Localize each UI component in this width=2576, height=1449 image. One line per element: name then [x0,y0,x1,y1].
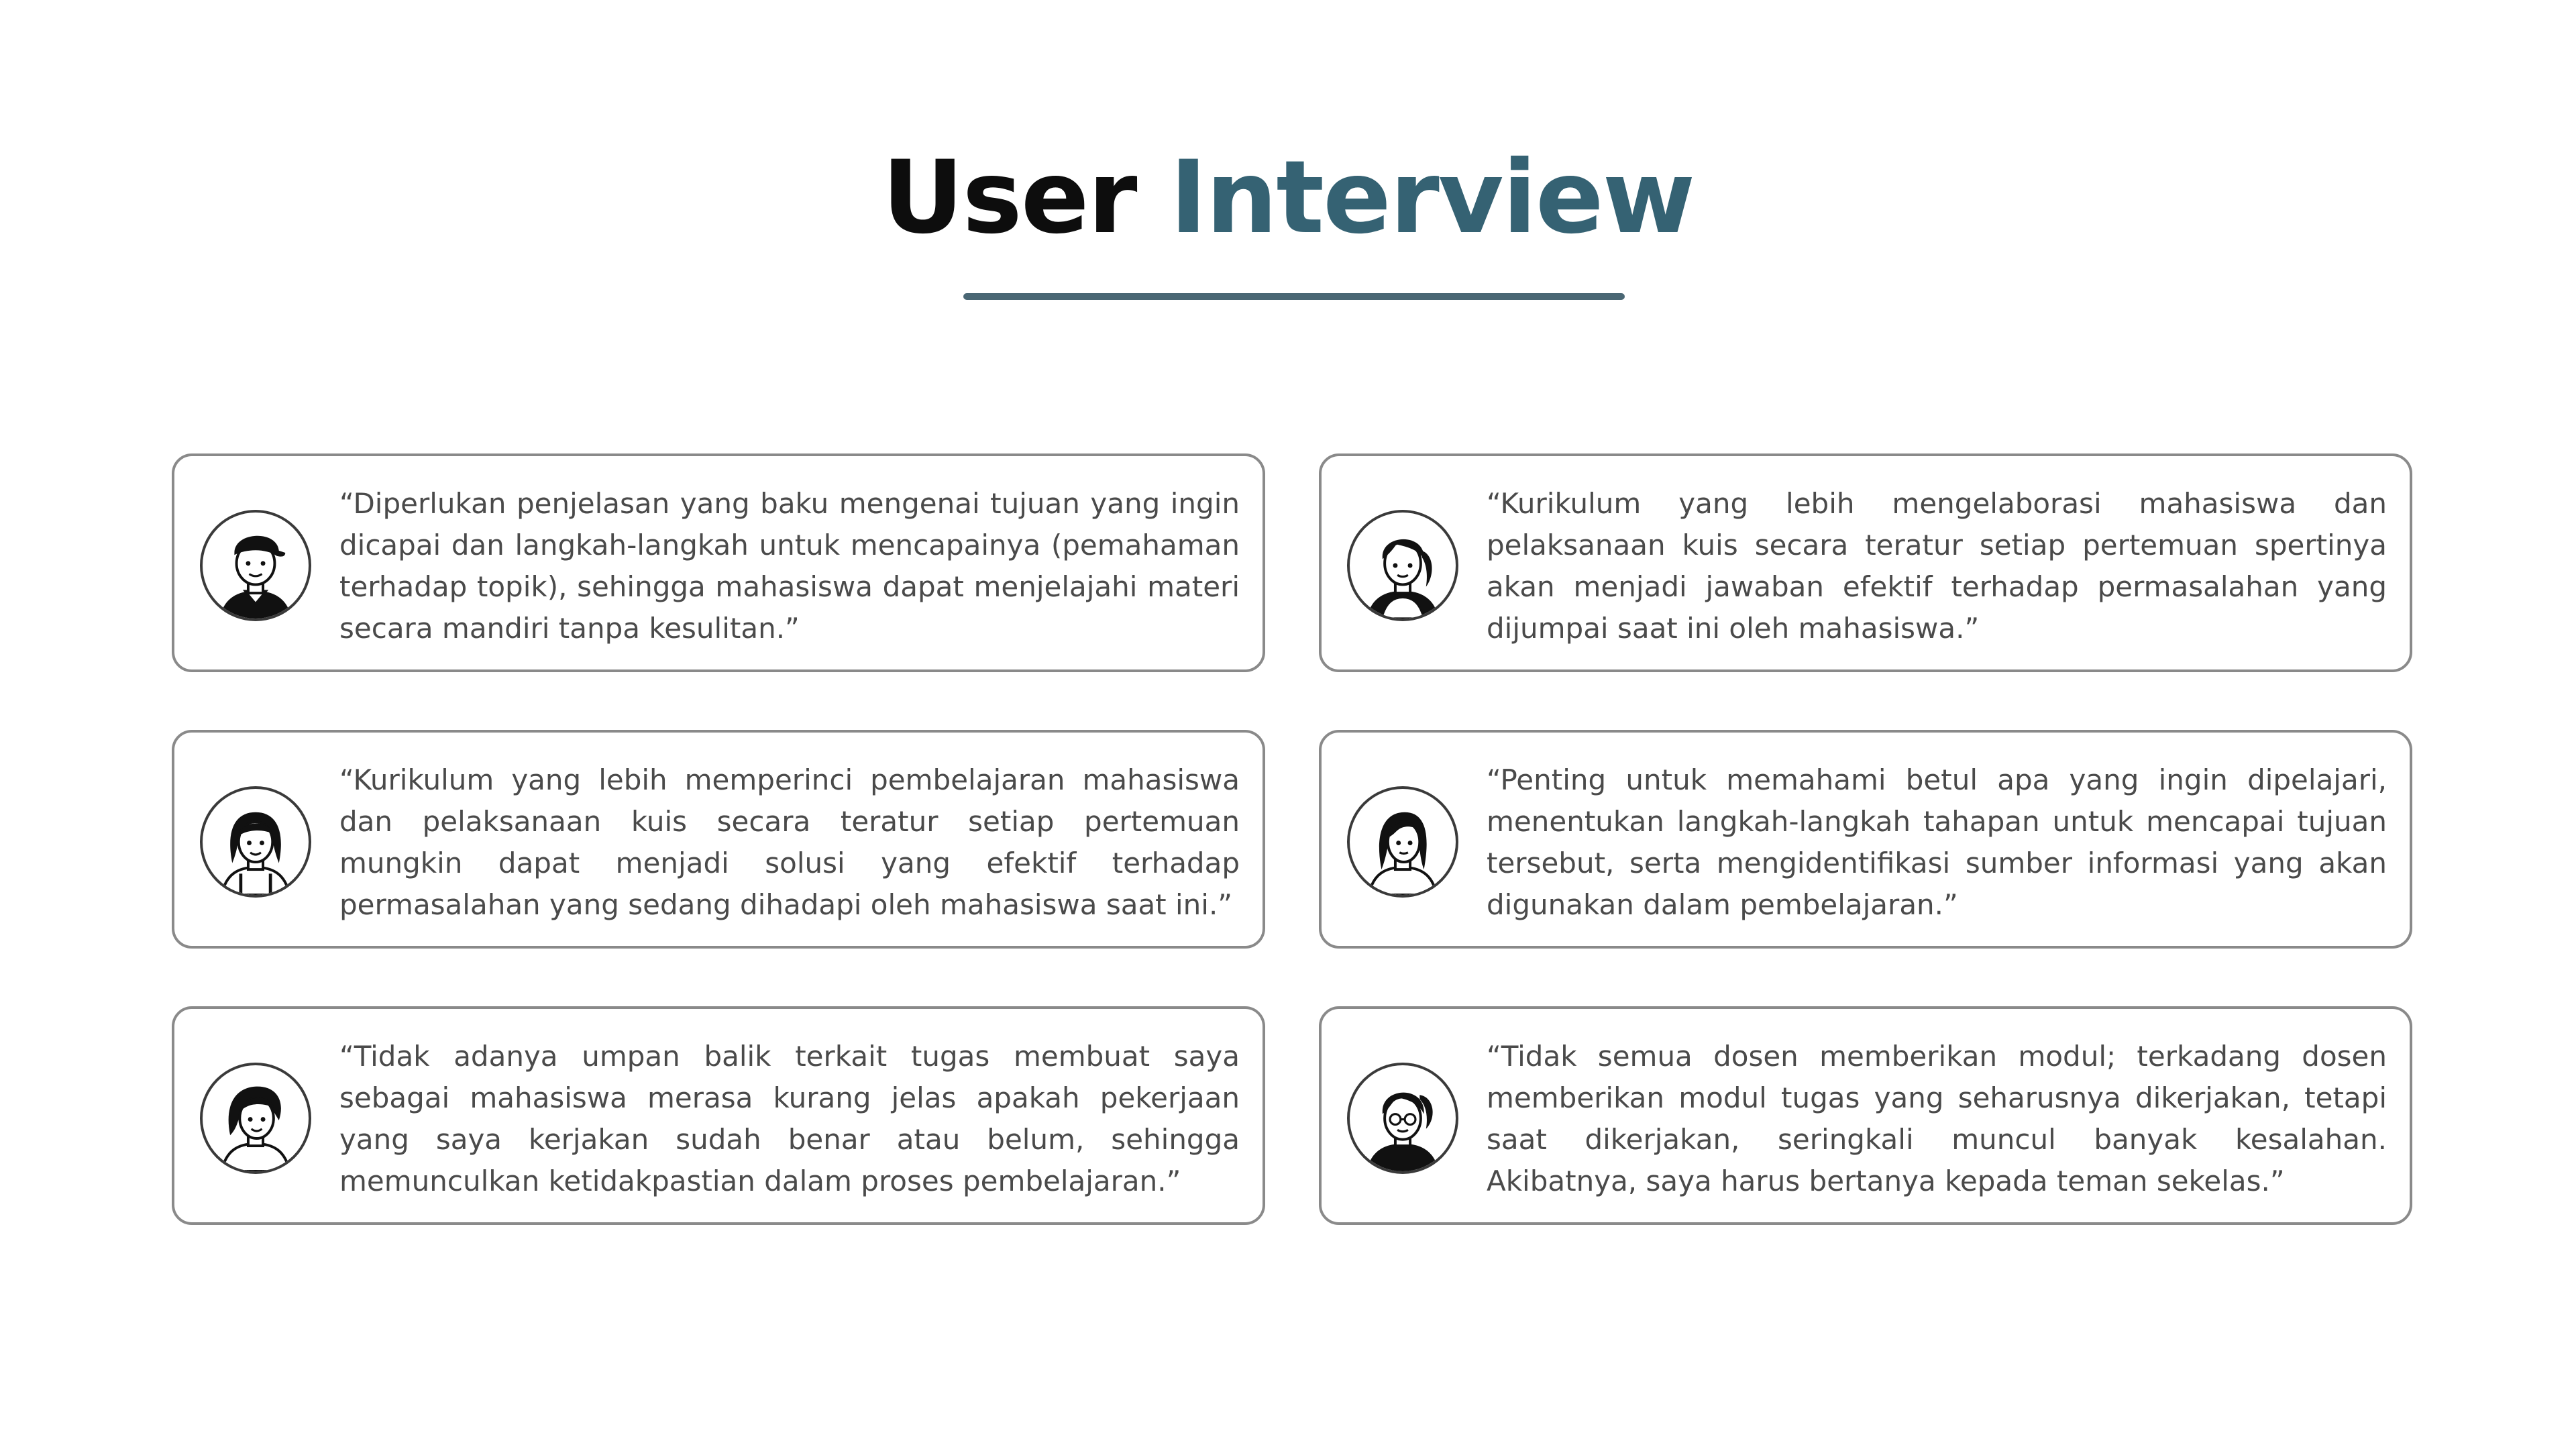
girl-glasses-avatar-icon [1347,1063,1458,1174]
interview-card-3 [172,730,1265,949]
girl-bob-avatar-icon [200,786,311,898]
girl-ponytail-avatar-icon [1347,510,1458,621]
page-title [0,138,2576,258]
interview-card-1 [172,453,1265,672]
interview-quote: “Tidak adanya umpan balik terkait tugas membuat saya sebagai mahasiswa merasa kurang jelas apakah pekerjaan yang saya kerjakan sudah benar atau belum, sehingga memunculkan ketidakpastian dalam proses pembelajaran.” [339,1040,1240,1197]
title-underline [963,293,1625,300]
girl-side-part-avatar-icon [200,1063,311,1174]
interview-card-6 [1319,1006,2412,1225]
interview-quote: “Tidak semua dosen memberikan modul; terkadang dosen memberikan modul tugas yang seharusnya dikerjakan, tetapi saat dikerjakan, seringkali muncul banyak kesalahan. Akibatnya, saya harus bertanya kepada teman sekelas.” [1487,1040,2387,1197]
interview-quote: “Kurikulum yang lebih memperinci pembelajaran mahasiswa dan pelaksanaan kuis secara teratur setiap pertemuan mungkin dapat menjadi solusi yang efektif terhadap permasalahan yang sedang dihadapi oleh mahasiswa saat ini.” [339,763,1240,921]
interview-quote: “Diperlukan penjelasan yang baku mengenai tujuan yang ingin dicapai dan langkah-langkah untuk mencapainya (pemahaman terhadap topik), sehingga mahasiswa dapat menjelajahi materi secara mandiri tanpa kesulitan.” [339,487,1240,645]
interview-quote: “Penting untuk memahami betul apa yang ingin dipelajari, menentukan langkah-langkah tahapan untuk mencapai tujuan tersebut, serta mengidentifikasi sumber informasi yang akan digunakan dalam pembelajaran.” [1487,763,2387,921]
interview-card-5 [172,1006,1265,1225]
boy-cap-avatar-icon [200,510,311,621]
interview-card-4 [1319,730,2412,949]
title-word-user: User [881,140,1136,256]
interview-quote: “Kurikulum yang lebih mengelaborasi mahasiswa dan pelaksanaan kuis secara teratur setiap pertemuan spertinya akan menjadi jawaban efektif terhadap permasalahan yang dijumpai saat ini oleh mahasiswa.” [1487,487,2387,645]
interview-card-2 [1319,453,2412,672]
title-word-interview: Interview [1169,140,1695,256]
person-long-hair-avatar-icon [1347,786,1458,898]
